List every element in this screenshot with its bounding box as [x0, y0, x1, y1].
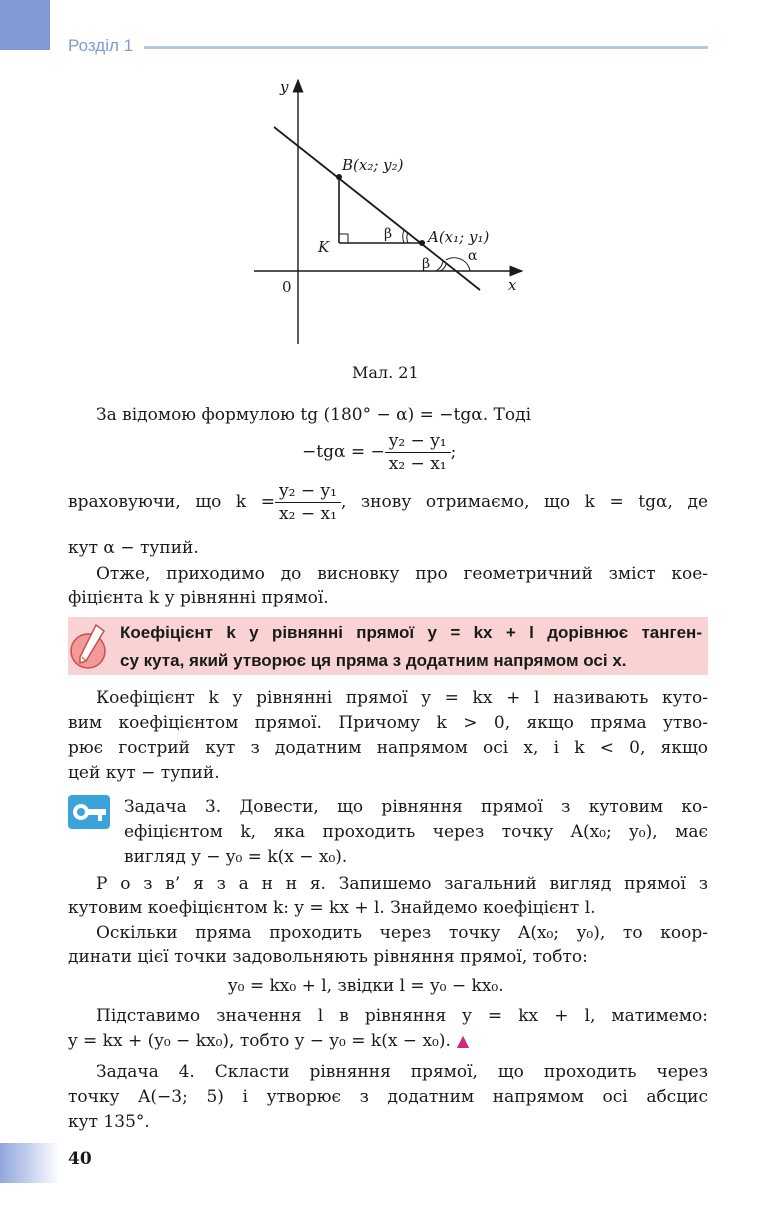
eq1-end: ; — [450, 442, 457, 462]
paragraph-point-line1: Оскільки пряма проходить через точку A(x₀; y₀), то коор- — [96, 923, 708, 943]
point-a-dot — [419, 240, 425, 246]
solution-line1: Р о з в’ я з а н н я. Запишемо загальний вигляд прямої з — [96, 874, 708, 894]
paragraph-slope-def-line3: рює гострий кут з додатним напрямом осі x, і k < 0, якщо — [68, 738, 708, 758]
task4-line2: точку A(−3; 5) і утворює з додатним напрямом осі абсцис — [68, 1087, 708, 1107]
header-corner-block — [0, 0, 50, 50]
paragraph-formula-intro: За відомою формулою tg (180° − α) = −tgα. Тоді — [96, 405, 532, 425]
p2-end: , знову отримаємо, що k = tgα, де — [340, 492, 708, 512]
rule-text — [120, 619, 702, 675]
paragraph-point-line2: динати цієї точки задовольняють рівняння прямої, тобто: — [68, 947, 588, 967]
end-of-proof-icon: ▲ — [456, 1031, 470, 1050]
task3-line1: Задача 3. Довести, що рівняння прямої з кутовим ко- — [124, 797, 708, 817]
rule-line-1: Коефіцієнт k у рівнянні прямої y = kx + l дорівнює танген- — [120, 623, 702, 642]
p2-numerator: y₂ − y₁ — [275, 480, 341, 503]
right-angle-mark — [339, 234, 348, 243]
p2-denominator: x₂ − x₁ — [279, 504, 337, 524]
eq1-fraction — [385, 430, 451, 475]
key-icon — [68, 795, 110, 829]
paragraph-obtuse: кут α − тупий. — [68, 538, 199, 558]
line-ab — [274, 127, 480, 290]
header-rule — [144, 46, 708, 49]
angle-arc-alpha — [446, 258, 470, 271]
paragraph-substitute-line2 — [68, 1028, 469, 1054]
eq1-numerator: y₂ − y₁ — [385, 430, 451, 453]
p2-fraction — [275, 480, 341, 525]
substitute-text: y = kx + (y₀ − kx₀), тобто y − y₀ = k(x − x₀). — [68, 1031, 451, 1051]
eq1-denominator: x₂ − x₁ — [388, 454, 447, 474]
eq1-left: −tgα = − — [302, 442, 385, 462]
point-k-label: K — [318, 238, 330, 256]
paragraph-slope-def-line1: Коефіцієнт k у рівнянні прямої y = kx + l називають куто- — [96, 688, 708, 708]
paragraph-conclusion-line1: Отже, приходимо до висновку про геометричний зміст кое- — [96, 564, 708, 584]
paragraph-substitute-line1: Підставимо значення l в рівняння y = kx + l, матимемо: — [96, 1006, 708, 1026]
footer-accent-bar — [0, 1143, 60, 1183]
point-b-label: B(x₂; y₂) — [342, 156, 404, 174]
paragraph-slope-def-line2: вим коефіцієнтом прямої. Причому k > 0, якщо пряма утво- — [68, 713, 708, 733]
task4-line3: кут 135°. — [68, 1112, 150, 1132]
point-a-label: A(x₁; y₁) — [428, 228, 490, 246]
angle-arc-beta-top-2 — [403, 230, 404, 243]
paragraph-slope-derivation — [68, 480, 708, 525]
task3-line3: вигляд y − y₀ = k(x − x₀). — [124, 847, 348, 867]
origin-label: 0 — [282, 278, 292, 296]
section-title: Розділ 1 — [68, 36, 134, 55]
axis-y-label: y — [280, 78, 289, 96]
rule-line-2: су кута, який утворює ця пряма з додатним напрямом осі x. — [120, 651, 627, 670]
rule-highlight-box — [68, 617, 708, 675]
equation-2: y₀ = kx₀ + l, звідки l = y₀ − kx₀. — [228, 976, 504, 996]
beta-top-label: β — [384, 226, 393, 242]
angle-arc-beta-top — [407, 232, 408, 243]
figure-21-diagram — [250, 74, 530, 354]
p2-start: враховуючи, що k = — [68, 492, 276, 512]
pencil-icon — [68, 621, 112, 671]
task4-line1: Задача 4. Скласти рівняння прямої, що проходить через — [96, 1062, 708, 1082]
paragraph-conclusion-line2: фіцієнта k у рівнянні прямої. — [68, 588, 329, 608]
axis-x-label: x — [508, 276, 517, 294]
solution-line2: кутовим коефіцієнтом k: y = kx + l. Знайдемо коефіцієнт l. — [68, 898, 596, 918]
beta-bottom-label: β — [422, 256, 431, 272]
point-b-dot — [336, 174, 342, 180]
page-number: 40 — [68, 1149, 92, 1169]
angle-arc-beta-bottom — [440, 264, 446, 271]
alpha-label: α — [468, 248, 478, 264]
figure-caption: Мал. 21 — [352, 363, 419, 382]
equation-1 — [302, 430, 456, 475]
task3-line2: ефіцієнтом k, яка проходить через точку A(x₀; y₀), має — [124, 822, 708, 842]
paragraph-slope-def-line4: цей кут − тупий. — [68, 763, 220, 783]
